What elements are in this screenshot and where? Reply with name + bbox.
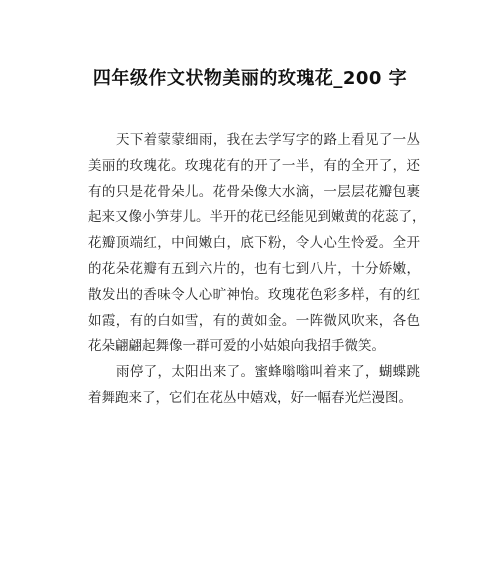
- paragraph-1: [88, 128, 426, 360]
- paragraph-2: [88, 360, 420, 412]
- paragraph-line: 花朵翩翩起舞像一群可爱的小姑娘向我招手微笑。: [88, 338, 385, 355]
- paragraph-line: 花瓣顶端红，中间嫩白，底下粉，令人心生怜爱。全开: [88, 235, 420, 252]
- paragraph-line: 散发出的香味令人心旷神怡。玫瑰花色彩多样，有的红: [88, 286, 420, 303]
- document-body: [88, 128, 426, 412]
- paragraph-line: 的花朵花瓣有五到六片的，也有七到八片，十分娇嫩，: [88, 260, 420, 277]
- paragraph-line: 有的只是花骨朵儿。花骨朵像大水滴，一层层花瓣包裹: [88, 183, 420, 200]
- paragraph-line: 如霞，有的白如雪，有的黄如金。一阵微风吹来，各色: [88, 312, 420, 329]
- paragraph-line: 着舞跑来了，它们在花丛中嬉戏，好一幅春光烂漫图。: [88, 389, 412, 406]
- paragraph-line: 雨停了，太阳出来了。蜜蜂嗡嗡叫着来了，蝴蝶跳: [116, 364, 420, 381]
- paragraph-line: 美丽的玫瑰花。玫瑰花有的开了一半，有的全开了，还: [88, 157, 420, 174]
- paragraph-line: 起来又像小笋芽儿。半开的花已经能见到嫩黄的花蕊了，: [88, 209, 426, 226]
- document-title: 四年级作文状物美丽的玫瑰花_200 字: [92, 68, 408, 89]
- paragraph-line: 天下着蒙蒙细雨，我在去学写字的路上看见了一丛: [116, 132, 420, 148]
